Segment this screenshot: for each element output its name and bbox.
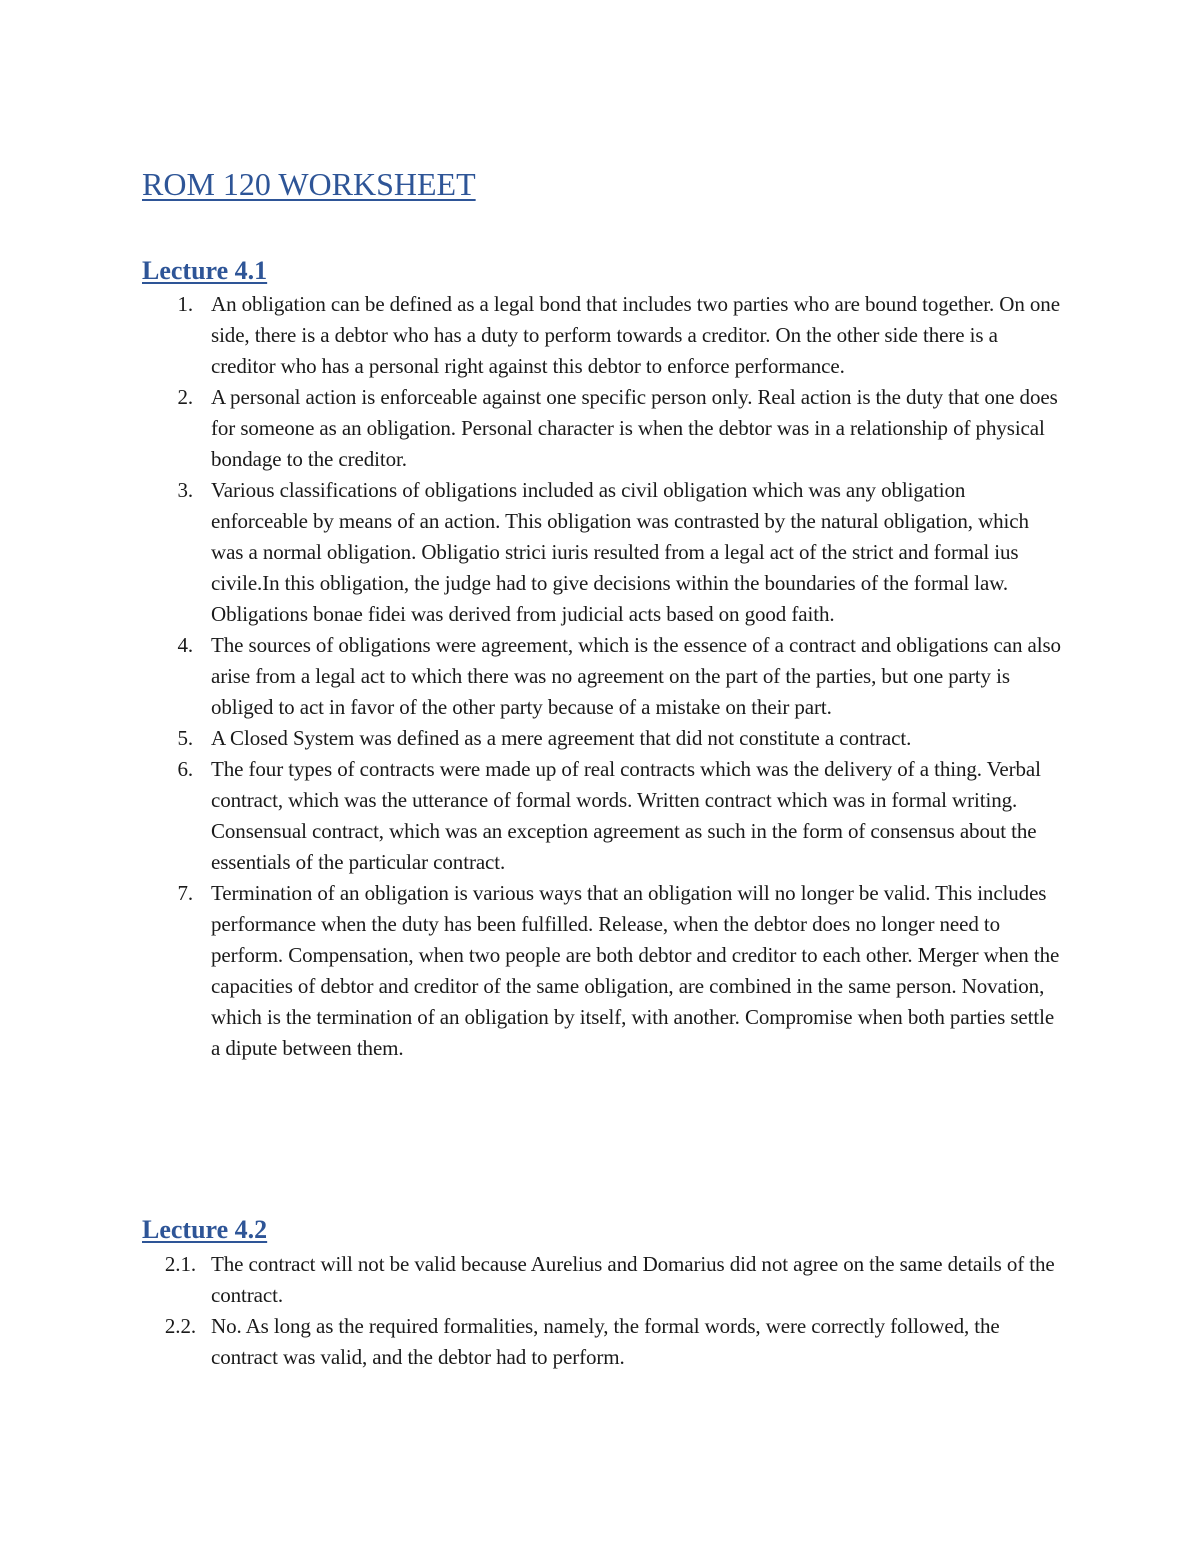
lecture-4-1-answer-list bbox=[0, 289, 1200, 1064]
list-item bbox=[0, 382, 1061, 475]
item-text: Various classifications of obligations included as civil obligation which was any obligation enforceable by means of an action. This obligation was contrasted by the natural obligation, which was a normal obligation. Obligatio strici iuris resulted from a legal act of the strict and formal ius civile.In this obligation, the judge had to give decisions within the boundaries of the formal law. Obligations bonae fidei was derived from judicial acts based on good faith. bbox=[211, 478, 1029, 626]
list-item bbox=[0, 475, 1061, 630]
list-item bbox=[0, 1249, 1061, 1311]
list-item bbox=[0, 630, 1061, 723]
item-text: A personal action is enforceable against one specific person only. Real action is the duty that one does for someone as an obligation. Personal character is when the debtor was in a relationship of physical bondage to the creditor. bbox=[211, 385, 1058, 471]
item-text: An obligation can be defined as a legal bond that includes two parties who are bound together. On one side, there is a debtor who has a duty to perform towards a creditor. On the other side there is a creditor who has a personal right against this debtor to enforce performance. bbox=[211, 292, 1060, 378]
list-item bbox=[0, 878, 1061, 1064]
item-text: A Closed System was defined as a mere agreement that did not constitute a contract. bbox=[211, 726, 912, 750]
list-item bbox=[0, 289, 1061, 382]
document-title: ROM 120 WORKSHEET bbox=[142, 166, 476, 202]
item-number: 4. bbox=[177, 633, 193, 657]
item-text: No. As long as the required formalities, namely, the formal words, were correctly followed, the contract was valid, and the debtor had to perform. bbox=[211, 1314, 1000, 1369]
item-number: 3. bbox=[177, 478, 193, 502]
section-heading-lecture-4-1: Lecture 4.1 bbox=[142, 256, 268, 285]
list-item bbox=[0, 754, 1061, 878]
section-heading-lecture-4-2: Lecture 4.2 bbox=[142, 1215, 268, 1244]
item-text: The four types of contracts were made up of real contracts which was the delivery of a thing. Verbal contract, which was the utterance of formal words. Written contract which was in formal writing. Consensual contract, which was an exception agreement as such in the form of consensus about the essentials of the particular contract. bbox=[211, 757, 1041, 874]
lecture-4-2-answer-list bbox=[0, 1249, 1200, 1373]
list-item bbox=[0, 723, 1061, 754]
item-number: 2.2. bbox=[164, 1314, 196, 1338]
item-number: 2. bbox=[177, 385, 193, 409]
item-text: The sources of obligations were agreement, which is the essence of a contract and obligations can also arise from a legal act to which there was no agreement on the part of the parties, but one party is obliged to act in favor of the other party because of a mistake on their part. bbox=[211, 633, 1061, 719]
item-text: The contract will not be valid because Aurelius and Domarius did not agree on the same details of the contract. bbox=[211, 1252, 1055, 1307]
item-number: 5. bbox=[177, 726, 193, 750]
item-number: 1. bbox=[177, 292, 193, 316]
item-number: 7. bbox=[177, 881, 193, 905]
list-item bbox=[0, 1311, 1061, 1373]
item-number: 6. bbox=[177, 757, 193, 781]
item-number: 2.1. bbox=[164, 1252, 196, 1276]
item-text: Termination of an obligation is various ways that an obligation will no longer be valid. This includes performance when the duty has been fulfilled. Release, when the debtor does no longer need to perform. Compensation, when two people are both debtor and creditor to each other. Merger when the capacities of debtor and creditor of the same obligation, are combined in the same person. Novation, which is the termination of an obligation by itself, with another. Compromise when both parties settle a dipute between them. bbox=[211, 881, 1060, 1060]
